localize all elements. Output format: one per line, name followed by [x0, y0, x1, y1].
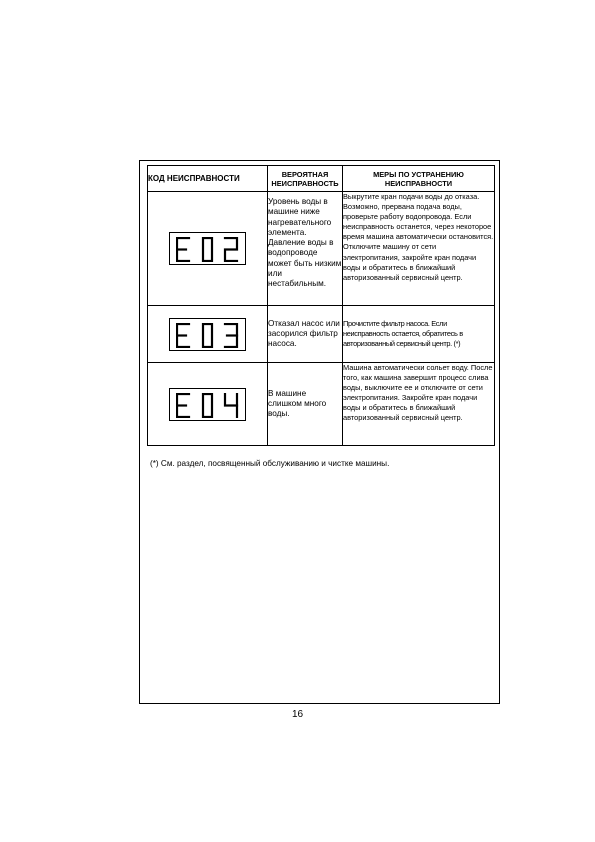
- code-cell: [148, 192, 268, 306]
- remedy-cell: Машина автоматически сольет воду. После того, как машина завершит процесс слива воды, выключите ее и отключите от сети электропитания. Закройте кран подачи воды и обратитесь в ближайший авторизованный сервисный центр.: [343, 363, 495, 446]
- error-display-e02: [169, 232, 246, 265]
- header-remedy: МЕРЫ ПО УСТРАНЕНИЮ НЕИСПРАВНОСТИ: [343, 166, 495, 192]
- footnote: (*) См. раздел, посвященный обслуживанию и чистке машины.: [150, 459, 390, 468]
- cause-cell: Отказал насос или засорился фильтр насоса.: [268, 306, 343, 363]
- code-cell: [148, 363, 268, 446]
- error-display-e03: [169, 318, 246, 351]
- seven-segment-glyph: [176, 393, 241, 418]
- seven-segment-glyph: [176, 323, 241, 348]
- header-code: КОД НЕИСПРАВНОСТИ: [148, 166, 268, 192]
- table-row: [148, 306, 495, 363]
- fault-codes-table: [147, 165, 495, 446]
- cause-cell: Уровень воды в машине ниже нагревательного элемента. Давление воды в водопроводе может быть низким или нестабильным.: [268, 192, 343, 306]
- table-header-row: [148, 166, 495, 192]
- page-frame: [139, 160, 500, 704]
- seven-segment-glyph: [176, 237, 241, 262]
- table-row: [148, 192, 495, 306]
- remedy-cell: Прочистите фильтр насоса. Если неисправность остается, обратитесь в авторизованный сервисный центр. (*): [343, 306, 495, 363]
- cause-cell: В машине слишком много воды.: [268, 363, 343, 446]
- error-display-e04: [169, 388, 246, 421]
- page-number: 16: [291, 709, 304, 720]
- code-cell: [148, 306, 268, 363]
- remedy-cell: Выкрутите кран подачи воды до отказа. Возможно, прервана подача воды, проверьте работу водопровода. Если неисправность останется, через некоторое время машина автоматически остановится. Отключите машину от сети электропитания, закройте кран подачи воды и обратитесь в ближайший авторизованный сервисный центр.: [343, 192, 495, 306]
- table-row: [148, 363, 495, 446]
- header-cause: ВЕРОЯТНАЯ НЕИСПРАВНОСТЬ: [268, 166, 343, 192]
